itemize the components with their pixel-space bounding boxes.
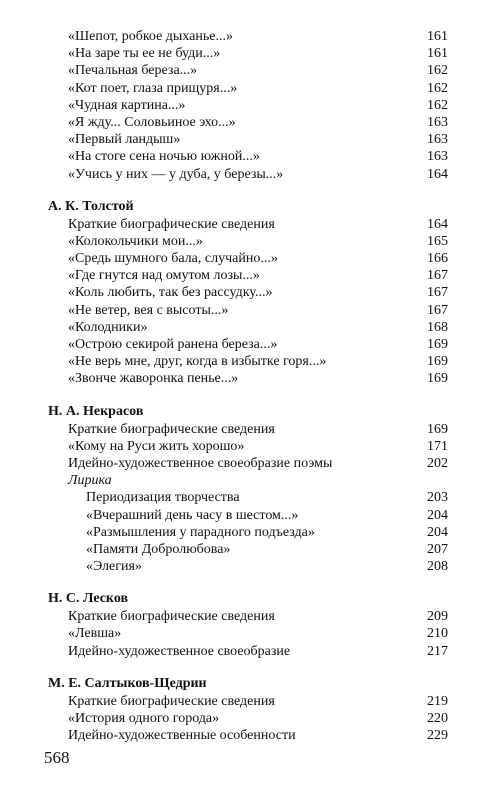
toc-entry [48, 353, 448, 370]
author-heading: Н. С. Лесков [48, 591, 129, 607]
entry-title: Идейно-художественное своеобразие поэмы [68, 455, 333, 471]
toc-entry [48, 80, 448, 97]
entry-page: 202 [427, 455, 448, 471]
toc-entry [48, 455, 448, 472]
entry-page: 162 [427, 63, 448, 79]
toc-entry [48, 558, 448, 575]
entry-page: 161 [427, 46, 448, 62]
entry-title: «Печальная береза...» [68, 63, 198, 79]
entry-page: 164 [427, 216, 448, 232]
entry-title: «Я жду... Соловьиное эхо...» [68, 114, 236, 130]
toc-entry [48, 370, 448, 387]
entry-title: «Шепот, робкое дыханье...» [68, 29, 233, 44]
entry-page: 169 [427, 354, 448, 370]
toc-entry [48, 438, 448, 455]
entry-page: 167 [427, 285, 448, 301]
entry-page: 209 [427, 609, 448, 625]
toc-entry [48, 250, 448, 267]
toc-entry [48, 45, 448, 62]
entry-page: 210 [427, 626, 448, 642]
toc-entry [48, 267, 448, 284]
entry-title: «Кому на Руси жить хорошо» [68, 438, 245, 454]
entry-page: 166 [427, 251, 448, 267]
entry-page: 219 [427, 693, 448, 709]
entry-title: «Первый ландыш» [68, 132, 181, 148]
entry-title: «На заре ты ее не буди...» [68, 46, 221, 62]
table-of-contents [48, 28, 448, 744]
entry-title: Лирика [68, 473, 112, 489]
entry-title: «Вчерашний день часу в шестом...» [86, 507, 299, 523]
entry-title: Периодизация творчества [86, 490, 240, 506]
entry-title: «Чудная картина...» [68, 97, 186, 113]
entry-title: «Учись у них — у дуба, у березы...» [68, 166, 284, 182]
entry-page: 229 [427, 728, 448, 744]
entry-title: «История одного города» [68, 711, 220, 726]
entry-page: 203 [427, 490, 448, 506]
entry-page: 162 [427, 97, 448, 113]
toc-entry [48, 319, 448, 336]
entry-page: 165 [427, 233, 448, 249]
entry-title: «Не ветер, вея с высоты...» [68, 302, 229, 318]
entry-page: 169 [427, 371, 448, 387]
toc-entry [48, 472, 448, 489]
toc-entry [48, 284, 448, 301]
entry-page: 164 [427, 166, 448, 182]
entry-title: «Левша» [68, 626, 122, 642]
entry-title: Краткие биографические сведения [68, 609, 275, 625]
page-number: 568 [44, 748, 70, 767]
toc-entry [48, 131, 448, 148]
entry-title: «На стоге сена ночью южной...» [68, 149, 260, 165]
entry-title: «Где гнутся над омутом лозы...» [68, 268, 260, 284]
toc-entry [48, 233, 448, 250]
toc-entry [48, 97, 448, 114]
toc-entry [48, 727, 448, 744]
entry-title: Краткие биографические сведения [68, 421, 275, 437]
entry-page: 220 [427, 711, 448, 726]
entry-title: «Колодники» [68, 319, 148, 335]
toc-entry [48, 541, 448, 558]
toc-entry [48, 643, 448, 660]
entry-page: 161 [427, 29, 448, 44]
entry-page: 163 [427, 114, 448, 130]
entry-title: «Звонче жаворонка пенье...» [68, 371, 239, 387]
entry-title: Краткие биографические сведения [68, 693, 275, 709]
entry-title: «Средь шумного бала, случайно...» [68, 251, 278, 267]
entry-page: 167 [427, 302, 448, 318]
toc-entry [48, 62, 448, 79]
entry-title: «Кот поет, глаза прищуря...» [68, 80, 238, 96]
toc-entry [48, 608, 448, 625]
toc-entry [48, 302, 448, 319]
entry-title: «Памяти Добролюбова» [86, 541, 231, 557]
entry-page: 217 [427, 643, 448, 659]
entry-title: «Размышления у парадного подъезда» [86, 524, 315, 540]
entry-page: 204 [427, 507, 448, 523]
author-heading: М. Е. Салтыков-Щедрин [48, 675, 207, 691]
entry-page: 204 [427, 524, 448, 540]
entry-title: Краткие биографические сведения [68, 216, 275, 232]
toc-entry [48, 693, 448, 710]
entry-title: «Острою секирой ранена береза...» [68, 337, 278, 352]
toc-entry [48, 28, 448, 45]
toc-entry [48, 524, 448, 541]
entry-title: «Не верь мне, друг, когда в избытке горя...» [68, 354, 327, 370]
toc-entry [48, 216, 448, 233]
toc-entry [48, 710, 448, 727]
entry-title: «Элегия» [86, 559, 142, 575]
entry-title: Идейно-художественные особенности [68, 728, 296, 744]
entry-page: 169 [427, 337, 448, 352]
toc-entry [48, 336, 448, 353]
entry-page: 171 [427, 438, 448, 454]
toc-entry [48, 114, 448, 131]
author-heading: А. К. Толстой [48, 198, 134, 214]
entry-page: 162 [427, 80, 448, 96]
entry-title: «Колокольчики мои...» [68, 233, 203, 249]
entry-title: Идейно-художественное своеобразие [68, 643, 291, 659]
entry-page: 169 [427, 421, 448, 437]
entry-title: «Коль любить, так без рассудку...» [68, 285, 273, 301]
entry-page: 163 [427, 132, 448, 148]
author-heading: Н. А. Некрасов [48, 403, 144, 419]
entry-page: 168 [427, 319, 448, 335]
toc-entry [48, 148, 448, 165]
toc-entry [48, 489, 448, 506]
entry-page: 208 [427, 559, 448, 575]
toc-entry [48, 507, 448, 524]
toc-entry [48, 166, 448, 183]
entry-page: 207 [427, 541, 448, 557]
toc-entry [48, 421, 448, 438]
toc-entry [48, 625, 448, 642]
entry-page: 167 [427, 268, 448, 284]
entry-page: 163 [427, 149, 448, 165]
